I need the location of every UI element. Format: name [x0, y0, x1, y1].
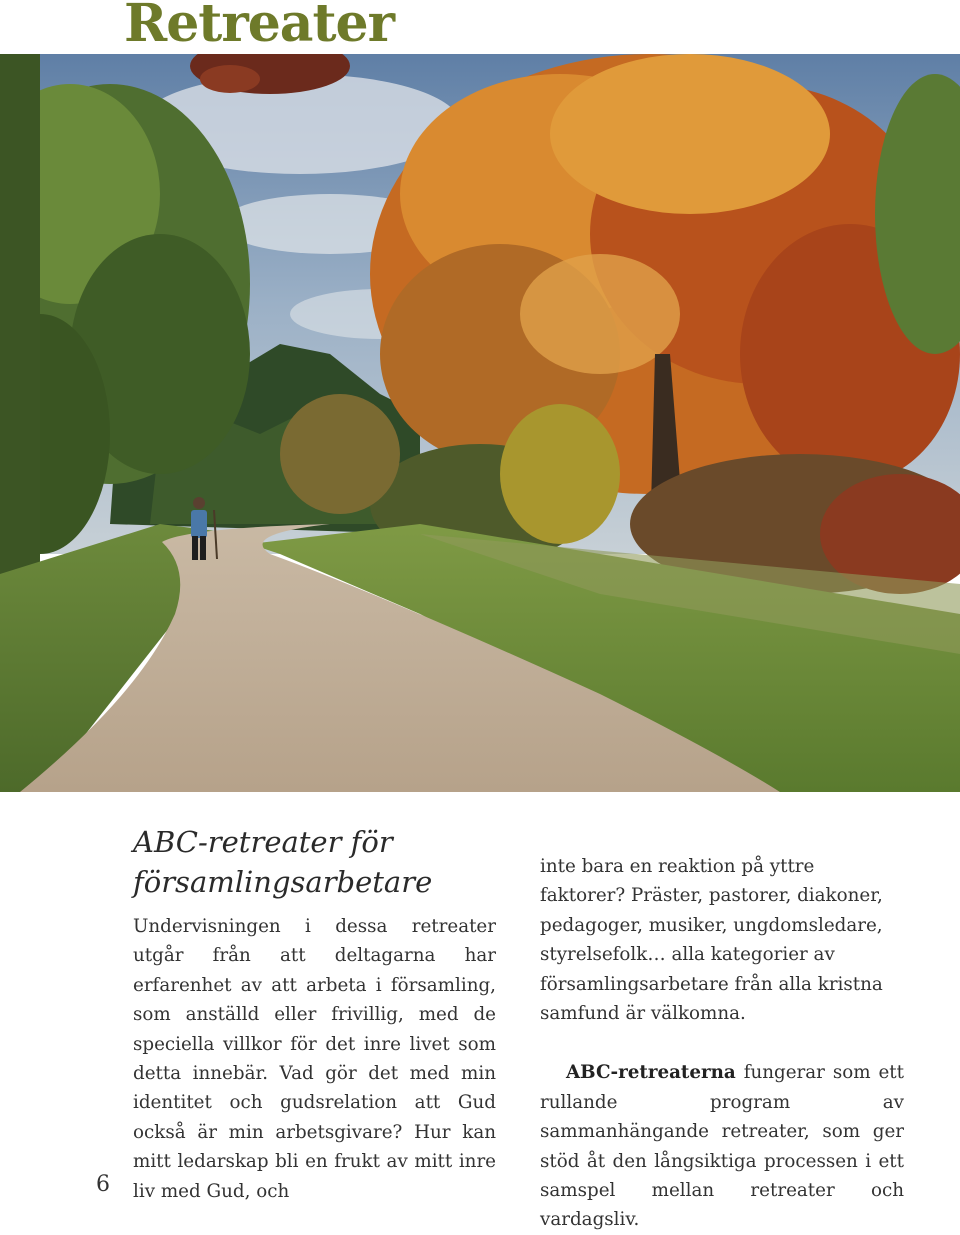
left-paragraph: Undervisningen i dessa retreater utgår från att deltagarna har erfarenhet av att arbeta i församling, som anställd eller frivillig, med de speciella villkor för det inre livet som detta innebär. Vad gör det med min identitet och gudsrelation att Gud också är min arbetsgivare? Hur kan mitt ledarskap bli en frukt av mitt inre liv med Gud, och: [133, 916, 496, 1202]
article-title-line-2: församlingsarbetare: [133, 865, 433, 899]
page-header-title: Retreater: [124, 0, 394, 54]
right-paragraph-2-rest: fungerar som ett rullande program av sammanhängande retreater, som ger stöd åt den långsiktiga processen i ett samspel mellan retreater och vardagsliv.: [540, 1062, 904, 1231]
abc-retreaterna-bold: ABC-retreaterna: [566, 1062, 736, 1084]
right-paragraph-2: [540, 1058, 904, 1234]
page-number: 6: [96, 1172, 110, 1197]
right-paragraph-1: inte bara en reaktion på yttre faktorer? Präster, pastorer, diakoner, pedagoger, musiker, ungdomsledare, styrelsefolk… alla kategorier av församlingsarbetare från alla kristna samfund är välkomna.: [540, 856, 883, 1025]
right-text-column: [540, 852, 904, 1235]
left-text-column: [133, 912, 496, 1206]
article-title-line-1: ABC-retreater för: [133, 825, 393, 859]
article-title: [133, 822, 553, 902]
autumn-path-photo: [0, 54, 960, 792]
